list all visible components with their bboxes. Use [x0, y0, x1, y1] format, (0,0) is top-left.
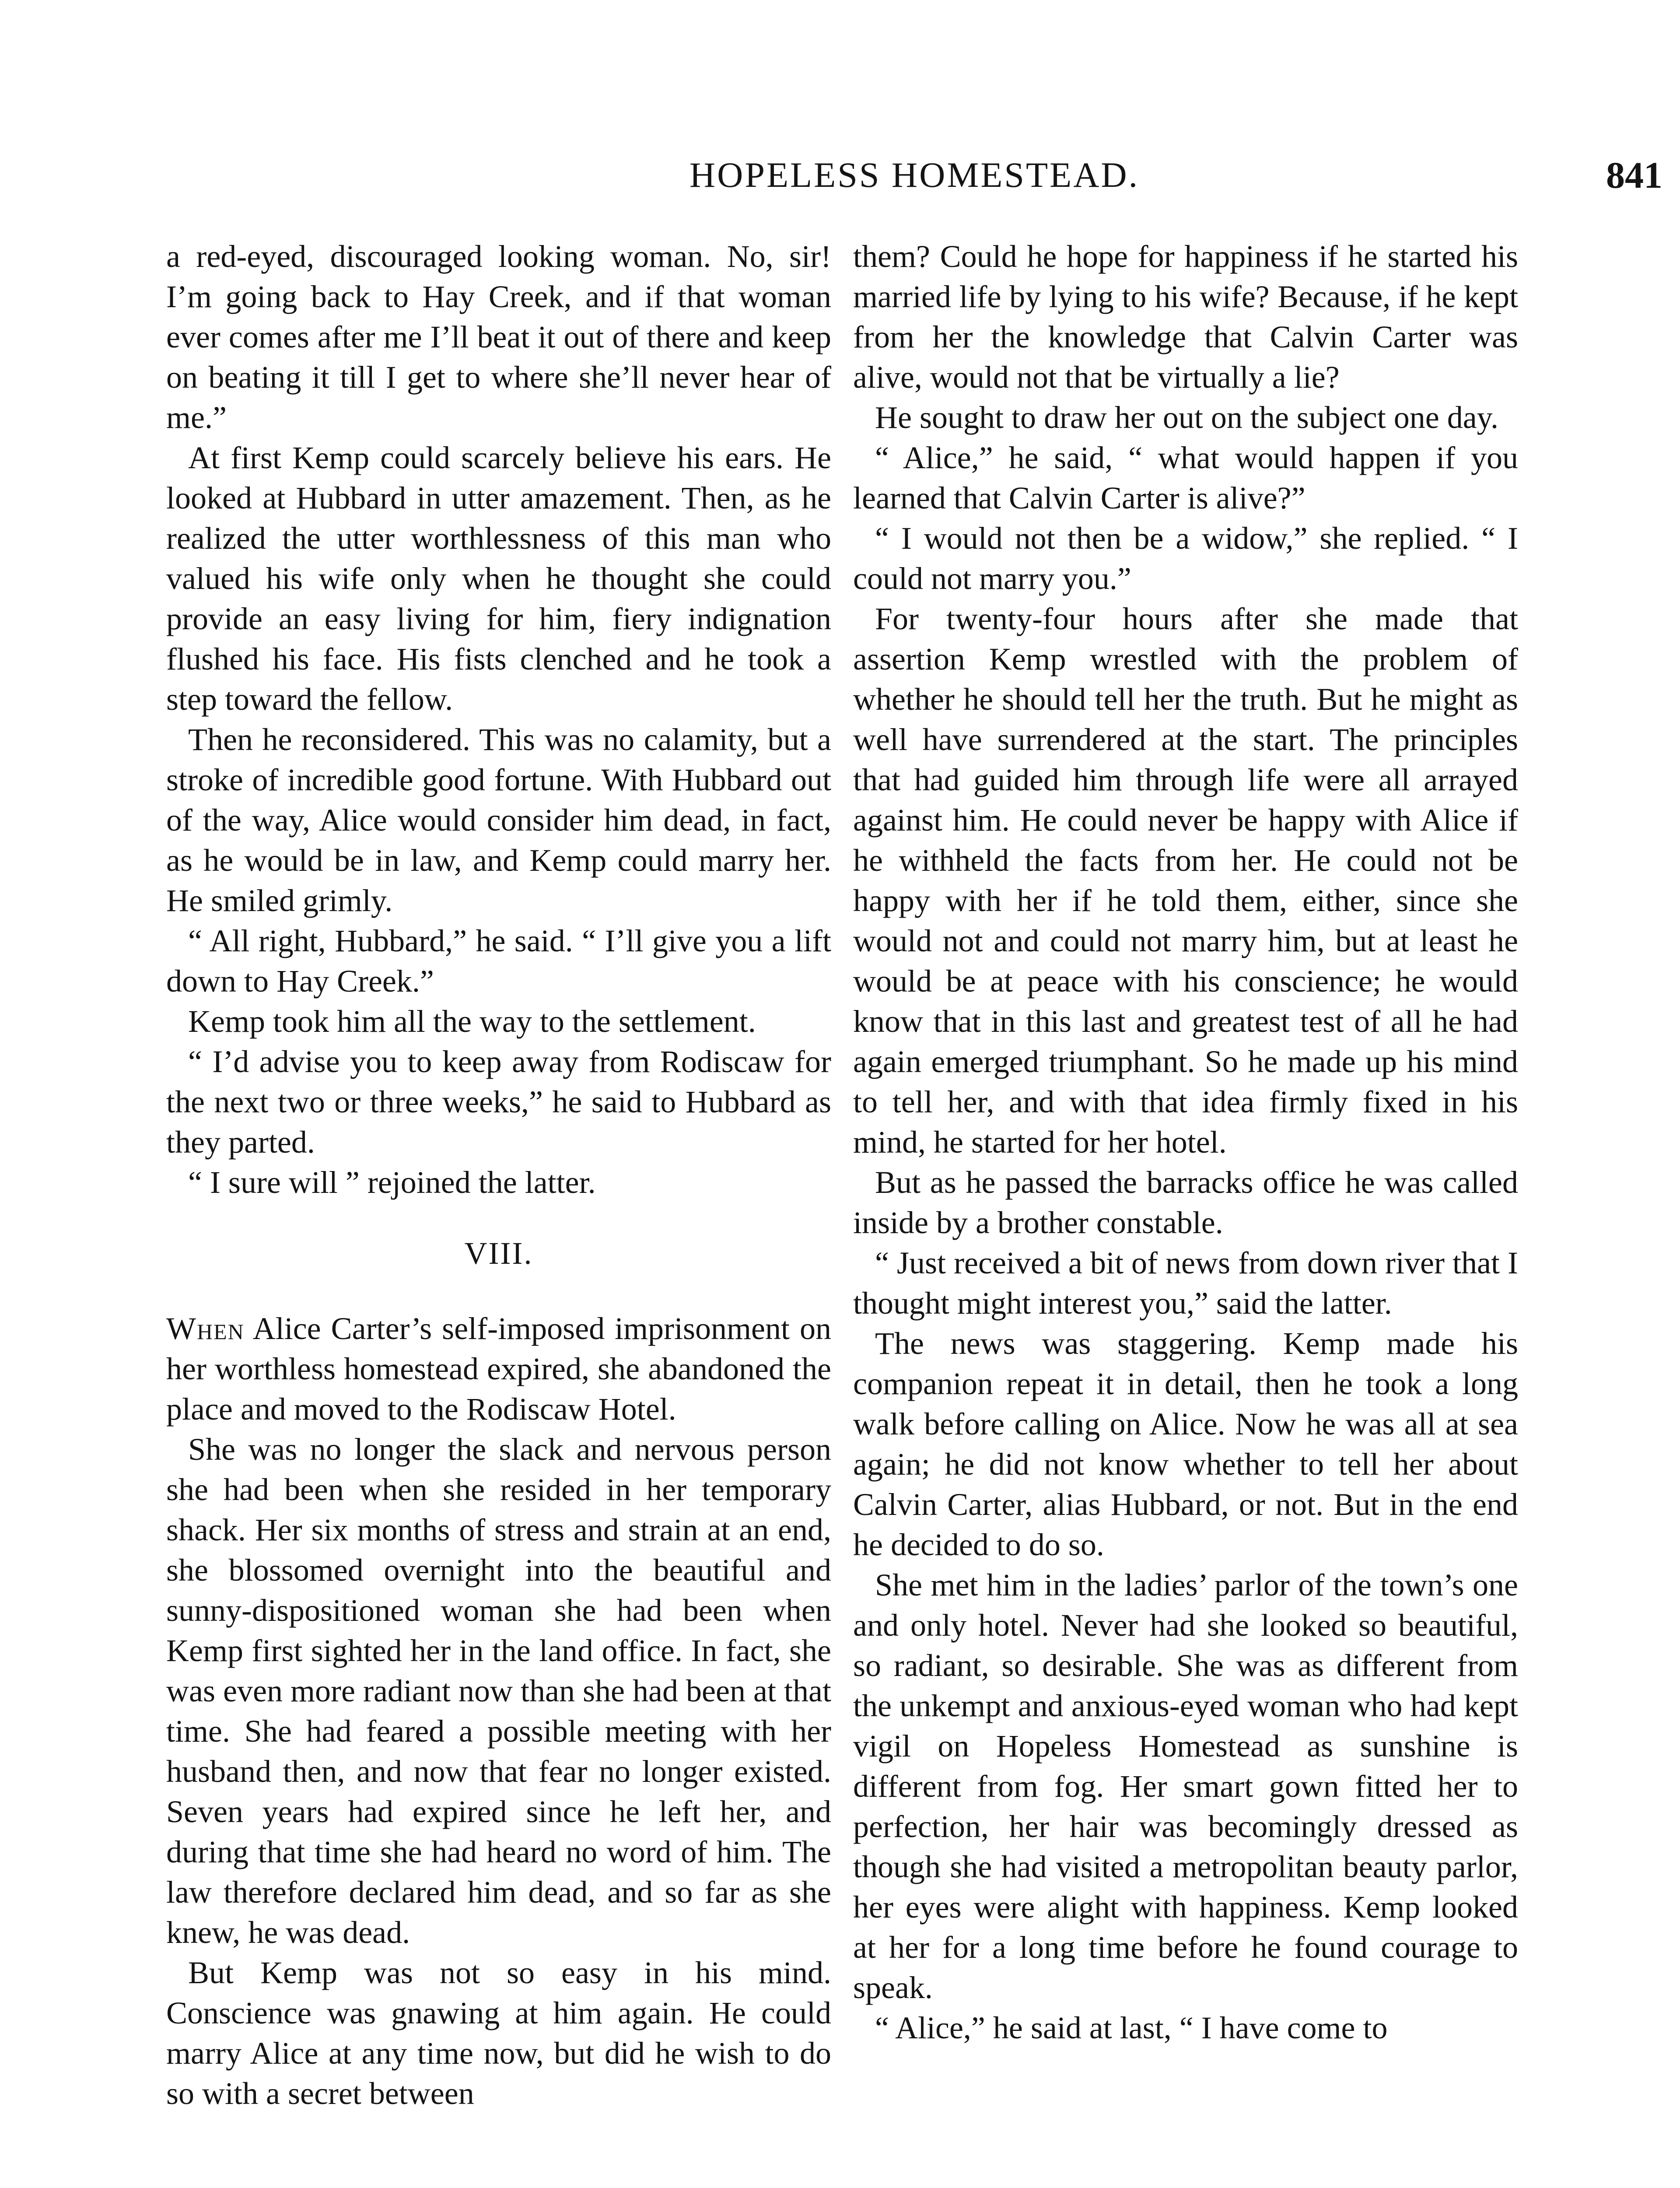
paragraph: The news was staggering. Kemp made his companion repeat it in detail, then he took a long walk before calling on Alice. Now he was all at sea again; he did not know whether to tell her about Calvin Carter, alias Hubbard, or not. But in the end he decided to do so. [853, 1326, 1518, 1562]
paragraph: For twenty-four hours after she made that assertion Kemp wrestled with the problem of whether he should tell her the truth. But he might as well have surrendered at the start. The principles that had guided him through life were all arrayed against him. He could never be happy with Alice if he withheld the facts from her. He could not be happy with her if he told them, either, since she would not and could not marry him, but at least he would be at peace with his conscience; he would know that in this last and greatest test of all he had again emerged triumphant. So he made up his mind to tell her, and with that idea firmly fixed in his mind, he started for her hotel. [853, 601, 1518, 1160]
chapter-heading: VIII. [464, 1236, 533, 1271]
paragraph: “ Alice,” he said, “ what would happen if you learned that Calvin Carter is alive?” [853, 440, 1518, 515]
paragraph: a red-eyed, discouraged looking woman. No, sir! I’m going back to Hay Creek, and if that woman ever comes after me I’ll beat it out of there and keep on beating it till I get to where she’ll never hear of me.” [166, 239, 831, 435]
paragraph: Then he reconsidered. This was no calamity, but a stroke of incredible good fortune. With Hubbard out of the way, Alice would consider him dead, in fact, as he would be in law, and Kemp could marry her. He smiled grimly. [166, 722, 831, 918]
paragraph: But Kemp was not so easy in his mind. Conscience was gnawing at him again. He could marry Alice at any time now, but did he wish to do so with a secret between [166, 1955, 831, 2111]
paragraph: “ Just received a bit of news from down river that I thought might interest you,” said the latter. [853, 1245, 1518, 1321]
paragraph: Kemp took him all the way to the settlement. [188, 1004, 756, 1039]
chapter-opening-text: Alice Carter’s self-imposed imprisonment on her worthless homestead expired, she abandoned the place and moved to the Rodiscaw Hotel. [166, 1311, 831, 1427]
paragraph: “ I’d advise you to keep away from Rodiscaw for the next two or three weeks,” he said to Hubbard as they parted. [166, 1044, 831, 1160]
page-header [166, 149, 1662, 201]
paragraph: She was no longer the slack and nervous person she had been when she resided in her temporary shack. Her six months of stress and strain at an end, she blossomed overnight into the beautiful and sunny-dispositioned woman she had been when Kemp first sighted her in the land office. In fact, she was even more radiant now than she had been at that time. She had feared a possible meeting with her husband then, and now that fear no longer existed. Seven years had expired since he left her, and during that time she had heard no word of him. The law therefore declared him dead, and so far as she knew, he was dead. [166, 1432, 831, 1950]
paragraph: At first Kemp could scarcely believe his ears. He looked at Hubbard in utter amazement. Then, as he realized the utter worthlessness of this man who valued his wife only when he thought she could provide an easy living for him, fiery indignation flushed his face. His fists clenched and he took a step toward the fellow. [166, 440, 831, 717]
paragraph: “ All right, Hubbard,” he said. “ I’ll give you a lift down to Hay Creek.” [166, 923, 831, 999]
right-column [853, 236, 1518, 2048]
paragraph: But as he passed the barracks office he was called inside by a brother constable. [853, 1165, 1518, 1240]
left-column [166, 236, 831, 2114]
page-number: 841 [1606, 154, 1662, 196]
paragraph: them? Could he hope for happiness if he started his married life by lying to his wife? Because, if he kept from her the knowledge that Calvin Carter was alive, would not that be virtually a lie? [853, 239, 1518, 395]
paragraph: He sought to draw her out on the subject one day. [875, 400, 1498, 435]
paragraph: She met him in the ladies’ parlor of the town’s one and only hotel. Never had she looked so beautiful, so radiant, so desirable. She was as different from the unkempt and anxious-eyed woman who had kept vigil on Hopeless Homestead as sunshine is different from fog. Her smart gown fitted her to perfection, her hair was becomingly dressed as though she had visited a metropolitan beauty parlor, her eyes were alight with happiness. Kemp looked at her for a long time before he found courage to speak. [853, 1567, 1518, 2005]
running-title: HOPELESS HOMESTEAD. [689, 155, 1140, 195]
paragraph: “ I sure will ” rejoined the latter. [188, 1165, 596, 1200]
chapter-opening-word: When [166, 1311, 245, 1346]
paragraph: “ Alice,” he said at last, “ I have come to [875, 2010, 1388, 2045]
chapter-opening-paragraph [166, 1308, 831, 1429]
paragraph: “ I would not then be a widow,” she replied. “ I could not marry you.” [853, 521, 1518, 596]
